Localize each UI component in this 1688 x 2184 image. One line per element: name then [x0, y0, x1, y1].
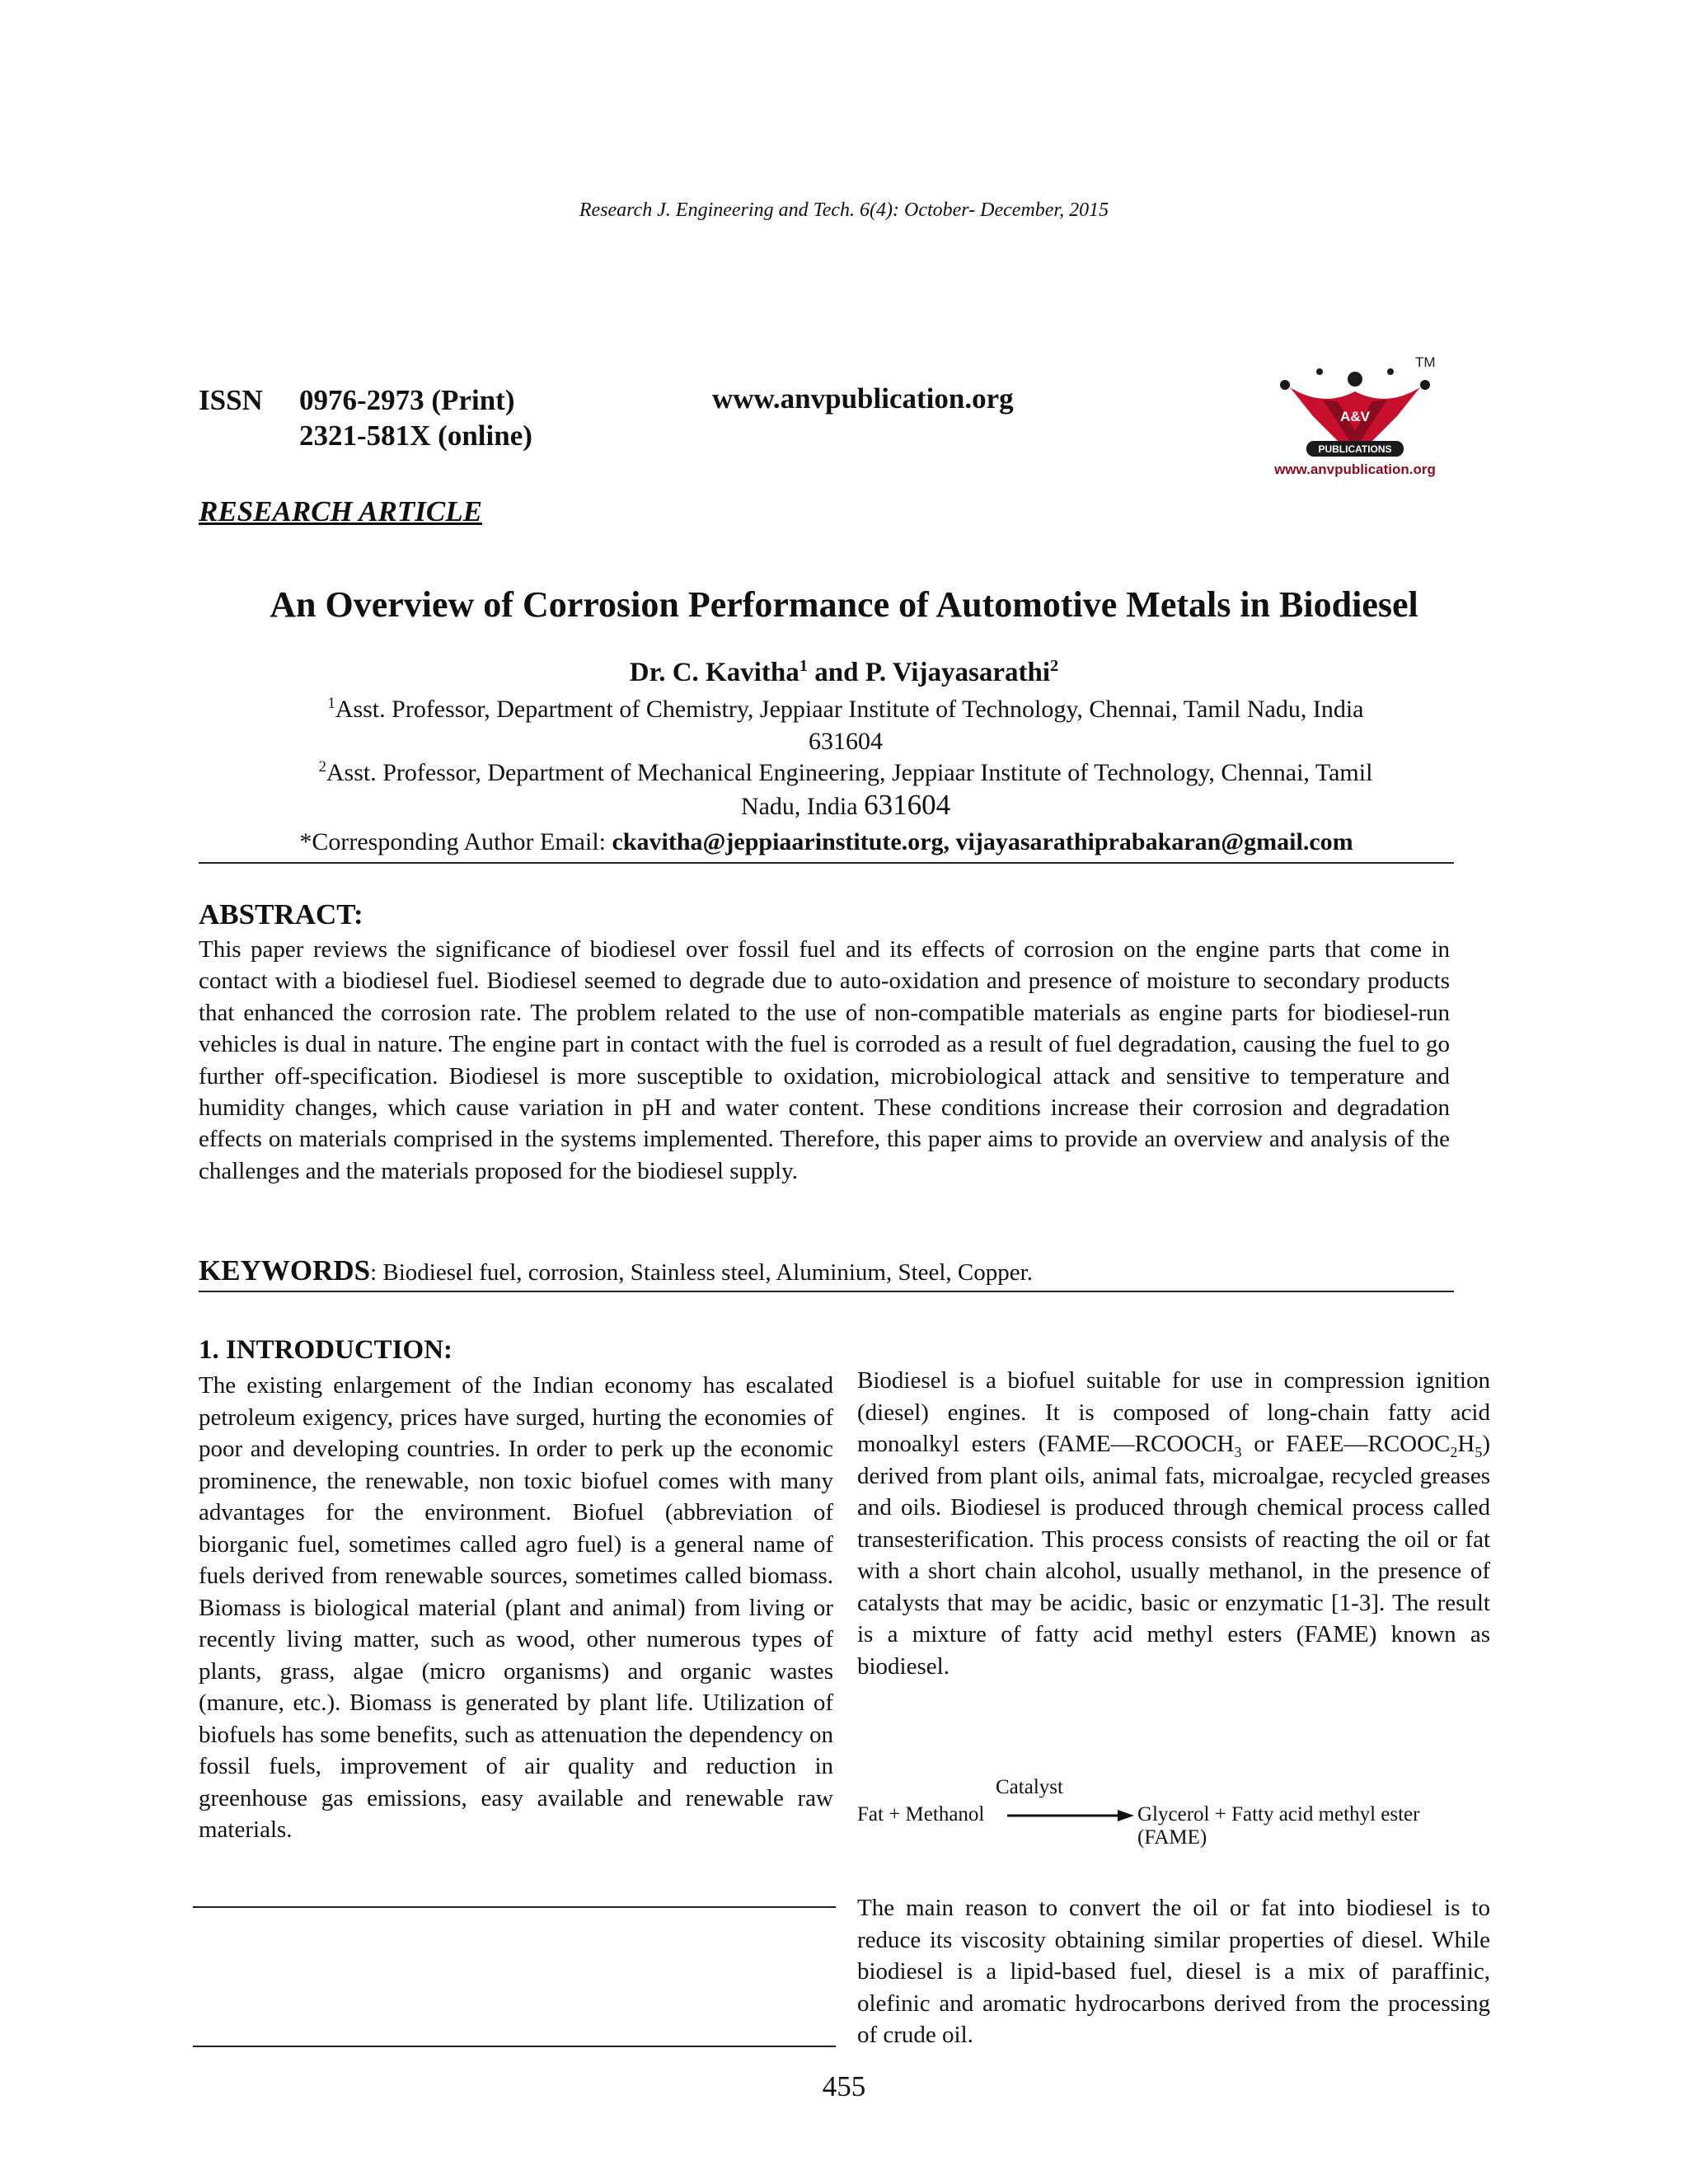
- introduction-left-column: The existing enlargement of the Indian economy has escalated petroleum exigency, prices have surged, hurting the economies of poor and developing countries. In order to perk up the economic prominence, the renewable, non toxic biofuel comes with many advantages for the environment. Biofuel (abbreviation of biorganic fuel, sometimes called agro fuel) is a general name of fuels derived from renewable sources, sometimes called biomass. Biomass is biological material (plant and animal) from living or recently living matter, such as wood, other numerous types of plants, grass, algae (micro organisms) and organic wastes (manure, etc.). Biomass is generated by plant life. Utilization of biofuels has some benefits, such as attenuation the dependency on fossil fuels, improvement of air quality and reduction in greenhouse gas emissions, easy available and renewable raw materials.: [199, 1372, 833, 1843]
- logo-graphic: [1273, 350, 1447, 486]
- logo-left-dot: [1280, 380, 1290, 390]
- author-2: P. Vijayasarathi: [865, 658, 1050, 687]
- abstract-heading: ABSTRACT:: [199, 898, 363, 930]
- affiliation-1-sup: 1: [327, 695, 335, 712]
- author-and: and: [807, 658, 865, 687]
- page-number: 455: [822, 2070, 866, 2102]
- corresponding-email: [199, 827, 1454, 857]
- logo-small-dot-left: [1316, 368, 1323, 375]
- author-line: [0, 658, 1688, 688]
- affiliation-2: [227, 757, 1464, 823]
- reaction-reactants: Fat + Methanol: [857, 1803, 985, 1825]
- right-p1-sub-c: 5: [1475, 1443, 1483, 1460]
- reaction-products: Glycerol + Fatty acid methyl ester (FAME): [1137, 1803, 1420, 1849]
- affiliation-1-text: Asst. Professor, Department of Chemistry, Jeppiaar Institute of Technology, Chennai, Tamil Nadu, India: [335, 696, 1364, 723]
- author-2-sup: 2: [1049, 657, 1059, 675]
- keywords: [199, 1254, 1033, 1287]
- keywords-text: : Biodiesel fuel, corrosion, Stainless steel, Aluminium, Steel, Copper.: [370, 1259, 1033, 1286]
- logo-small-dot-right: [1387, 368, 1394, 375]
- website-url[interactable]: www.anvpublication.org: [712, 382, 1014, 415]
- right-p1-sub-b: 2: [1450, 1443, 1458, 1460]
- issn-block: [199, 382, 532, 453]
- affiliation-2-line2-text: Nadu, India: [740, 793, 865, 820]
- affiliation-2-line2: [227, 789, 1464, 823]
- email-addresses[interactable]: ckavitha@jeppiaarinstitute.org, vijayasarathiprabakaran@gmail.com: [612, 828, 1353, 855]
- affiliation-2-text: Asst. Professor, Department of Mechanical Engineering, Jeppiaar Institute of Technology, Chennai, Tamil: [326, 759, 1373, 786]
- issn-print-line: [199, 382, 532, 418]
- paper-title: An Overview of Corrosion Performance of Automotive Metals in Biodiesel: [270, 584, 1418, 625]
- affiliation-1-line1: [227, 693, 1464, 725]
- issn-print: 0976-2973 (Print): [299, 384, 515, 416]
- introduction-heading: 1. INTRODUCTION:: [199, 1335, 453, 1365]
- right-p1-part-d: ) derived from plant oils, animal fats, microalgae, recycled greases and oils. Biodiesel is produced through chemical process called transesterification. This process consists of reacting the oil or fat with a short chain alcohol, usually methanol, in the presence of catalysts that may be acidic, basic or enzymatic [1-3]. The result is a mixture of fatty acid methyl esters (FAME) known as biodiesel.: [857, 1431, 1490, 1680]
- reaction-arrow-icon: [1006, 1807, 1136, 1824]
- affiliation-1: [227, 693, 1464, 757]
- author-1-sup: 1: [799, 657, 808, 675]
- keywords-label: KEYWORDS: [199, 1254, 371, 1286]
- introduction-right-paragraph-1: [857, 1365, 1490, 1682]
- logo-url: www.anvpublication.org: [1274, 462, 1436, 477]
- right-p1-sub-a: 3: [1234, 1443, 1242, 1460]
- abstract-text: This paper reviews the significance of biodiesel over fossil fuel and its effects of corrosion on the engine parts that come in contact with a biodiesel fuel. Biodiesel seemed to degrade due to auto-oxidation and presence of moisture to secondary products that enhanced the corrosion rate. The problem related to the use of non-compatible materials as engine parts for biodiesel-run vehicles is dual in nature. The engine part in contact with the fuel is corroded as a result of fuel degradation, causing the fuel to go further off-specification. Biodiesel is more susceptible to oxidation, microbiological attack and sensitive to temperature and humidity changes, which cause variation in pH and water content. These conditions increase their corrosion and degradation effects on materials comprised in the systems implemented. Therefore, this paper aims to provide an overview and analysis of the challenges and the materials proposed for the biodiesel supply.: [199, 936, 1450, 1184]
- reaction-catalyst: Catalyst: [996, 1776, 1063, 1798]
- affiliation-1-line2: 631604: [809, 728, 883, 755]
- rule-left-column-end: [193, 1906, 836, 1908]
- article-type: RESEARCH ARTICLE: [199, 495, 482, 527]
- logo-tm: TM: [1415, 354, 1436, 370]
- reaction-arrow-head: [1118, 1810, 1134, 1821]
- rule-after-email: [199, 862, 1454, 864]
- right-p1-part-c: H: [1457, 1431, 1475, 1457]
- author-1: Dr. C. Kavitha: [629, 658, 799, 687]
- issn-label: ISSN: [199, 384, 263, 416]
- right-p1-part-a: Biodiesel is a biofuel suitable for use in compression ignition (diesel) engines. It is composed of long-chain fatty acid monoalkyl esters (FAME—RCOOCH: [857, 1367, 1490, 1457]
- right-p1-part-b: or FAEE—RCOOC: [1241, 1431, 1451, 1457]
- logo-right-dot: [1420, 380, 1430, 390]
- affiliation-2-sup: 2: [318, 758, 326, 776]
- logo-banner-text: PUBLICATIONS: [1318, 443, 1392, 455]
- issn-online: 2321-581X (online): [299, 419, 532, 452]
- email-label: *Corresponding Author Email:: [299, 828, 612, 855]
- rule-after-keywords: [199, 1291, 1454, 1292]
- publisher-logo: [1273, 350, 1447, 486]
- journal-header: Research J. Engineering and Tech. 6(4): October- December, 2015: [579, 199, 1109, 221]
- affiliation-2-line1: [227, 757, 1464, 789]
- logo-head-dot: [1348, 372, 1362, 387]
- logo-brand: A&V: [1340, 409, 1370, 424]
- rule-footnote: [193, 2046, 836, 2047]
- affiliation-2-pin: 631604: [864, 789, 951, 821]
- reaction-scheme: [857, 1776, 1490, 1849]
- introduction-right-paragraph-2: The main reason to convert the oil or fat into biodiesel is to reduce its viscosity obtaining similar properties of diesel. While biodiesel is a lipid-based fuel, diesel is a mix of paraffinic, olefinic and aromatic hydrocarbons derived from the processing of crude oil.: [857, 1895, 1490, 2048]
